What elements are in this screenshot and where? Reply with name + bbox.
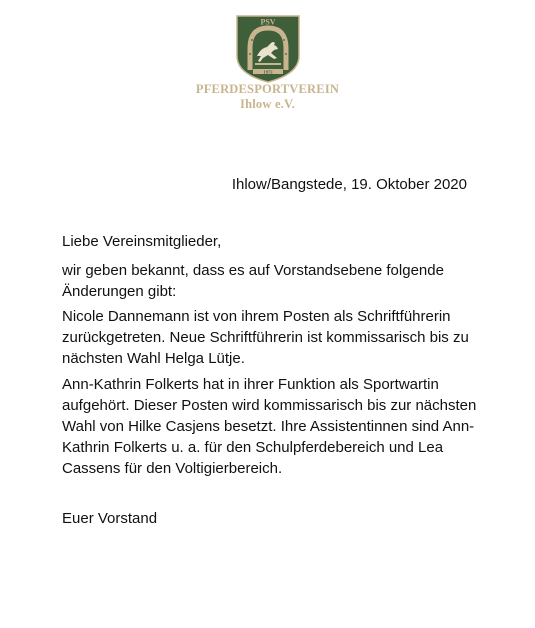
paragraph-line: wir geben bekannt, dass es auf Vorstandsebene folgende xyxy=(62,262,444,279)
emblem-year: 1973 xyxy=(263,69,273,75)
letter-paragraph-2 xyxy=(62,306,482,369)
paragraph-line: zurückgetreten. Neue Schriftführerin ist kommissarisch bis zu xyxy=(62,329,469,346)
paragraph-line: Wahl von Hilke Casjens besetzt. Ihre Assistentinnen sind Ann- xyxy=(62,418,475,435)
letter-paragraph-3 xyxy=(62,374,482,479)
letter-dateline: Ihlow/Bangstede, 19. Oktober 2020 xyxy=(231,176,467,193)
club-logo xyxy=(233,12,303,84)
org-name-line1: PFERDESPORTVEREIN xyxy=(195,82,340,96)
letter-paragraph-1 xyxy=(62,260,482,302)
paragraph-line: aufgehört. Dieser Posten wird kommissarisch bis zur nächsten xyxy=(62,397,477,414)
paragraph-line: Änderungen gibt: xyxy=(62,283,177,300)
paragraph-line: nächsten Wahl Helga Lütje. xyxy=(62,350,245,367)
paragraph-line: Ann-Kathrin Folkerts hat in ihrer Funktion als Sportwartin xyxy=(62,376,439,393)
horse-emblem-icon xyxy=(233,12,303,84)
paragraph-line: Cassens für den Voltigierbereich. xyxy=(62,460,283,477)
paragraph-line: Kathrin Folkerts u. a. für den Schulpferdebereich und Lea xyxy=(62,439,444,456)
org-name-line2: Ihlow e.V. xyxy=(240,97,295,111)
letter-salutation: Liebe Vereinsmitglieder, xyxy=(62,233,222,250)
emblem-text: PSV xyxy=(260,17,276,27)
paragraph-line: Nicole Dannemann ist von ihrem Posten als Schriftführerin xyxy=(62,308,451,325)
letter-closing: Euer Vorstand xyxy=(62,510,158,527)
